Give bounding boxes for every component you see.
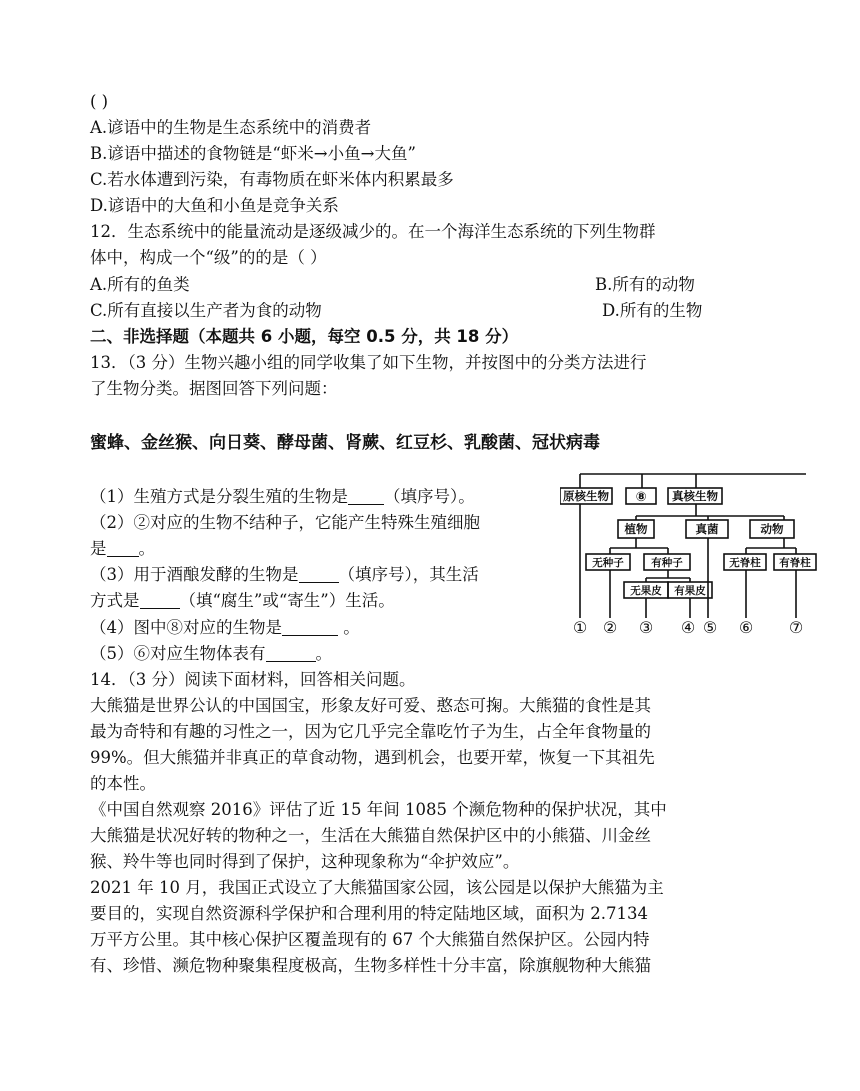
q11-paren: ( ) <box>90 92 109 111</box>
q11-option-a: A.谚语中的生物是生态系统中的消费者 <box>90 118 372 137</box>
diagram-invertebrate-box: 无脊柱 <box>729 557 761 569</box>
q13-part2-line1: （2）②对应的生物不结种子，它能产生特殊生殖细胞 <box>90 513 480 532</box>
q13-part1-blank <box>348 486 384 505</box>
q11-option-b: B.谚语中描述的食物链是“虾米→小鱼→大鱼” <box>90 144 416 163</box>
diagram-label-7: ⑦ <box>788 618 804 637</box>
diagram-no-seed-box: 无种子 <box>592 557 624 569</box>
diagram-pericarp-box: 有果皮 <box>674 585 706 597</box>
q14-para1-line1: 大熊猫是世界公认的中国国宝，形象友好可爱、憨态可掬。大熊猫的食性是其 <box>90 696 651 715</box>
q12-option-d: D.所有的生物 <box>602 301 703 320</box>
q14-para3-line4: 有、珍惜、濒危物种聚集程度极高，生物多样性十分丰富，除旗舰物种大熊猫 <box>90 956 651 975</box>
section-2-heading: 二、非选择题（本题共 6 小题，每空 0.5 分，共 18 分） <box>90 327 519 346</box>
diagram-animal-box: 动物 <box>760 522 784 536</box>
q14-para2-line3: 猴、羚牛等也同时得到了保护，这种现象称为“伞护效应”。 <box>90 852 520 871</box>
diagram-no-pericarp-box: 无果皮 <box>630 585 662 597</box>
diagram-fungus-box: 真菌 <box>695 522 719 536</box>
q13-part4-blank <box>282 617 338 636</box>
q12-option-a: A.所有的鱼类 <box>90 275 190 294</box>
q13-part3-line2: 方式是 （填“腐生”或“寄生”）生活。 <box>90 591 395 610</box>
diagram-label-5: ⑤ <box>702 618 718 637</box>
q11-option-d: D.谚语中的大鱼和小鱼是竞争关系 <box>90 196 339 215</box>
q14-para3-line3: 万平方公里。其中核心保护区覆盖现有的 67 个大熊猫自然保护区。公园内特 <box>90 930 650 949</box>
q13-part4: （4）图中⑧对应的生物是 。 <box>90 618 360 637</box>
diagram-label-3: ③ <box>638 618 654 637</box>
q12-option-c: C.所有直接以生产者为食的动物 <box>90 301 322 320</box>
q12-option-b: B.所有的动物 <box>595 275 695 294</box>
diagram-seed-box: 有种子 <box>651 557 683 569</box>
q14-para1-line3: 99%。但大熊猫并非真正的草食动物，遇到机会，也要开荤，恢复一下其祖先 <box>90 748 655 767</box>
q13-part1: （1）生殖方式是分裂生殖的生物是 （填序号）。 <box>90 487 475 506</box>
q12-stem-line1: 12．生态系统中的能量流动是逐级减少的。在一个海洋生态系统的下列生物群 <box>90 222 656 241</box>
q14-para3-line2: 要目的，实现自然资源科学保护和合理利用的特定陆地区域，面积为 2.7134 <box>90 904 648 923</box>
q13-stem-line1: 13．（3 分）生物兴趣小组的同学收集了如下生物，并按图中的分类方法进行 <box>90 353 647 372</box>
diagram-plant-box: 植物 <box>624 522 648 536</box>
q14-para1-line2: 最为奇特和有趣的习性之一，因为它几乎完全靠吃竹子为生，占全年食物量的 <box>90 722 651 741</box>
diagram-eukaryote-box: 真核生物 <box>672 489 718 503</box>
q14-para2-line2: 大熊猫是状况好转的物种之一，生活在大熊猫自然保护区中的小熊猫、川金丝 <box>90 826 651 845</box>
classification-diagram <box>560 460 822 640</box>
q12-options-row2 <box>90 298 790 324</box>
diagram-label-4: ④ <box>680 618 696 637</box>
q14-para2-line1: 《中国自然观察 2016》评估了近 15 年间 1085 个濒危物种的保护状况，其中 <box>90 800 667 819</box>
q13-part3-blank-2 <box>140 590 180 609</box>
q13-part2-blank <box>107 538 139 557</box>
q14-para1-line4: 的本性。 <box>90 774 156 793</box>
q14-stem: 14．（3 分）阅读下面材料，回答相关问题。 <box>90 670 416 689</box>
q13-organism-list: 蜜蜂、金丝猴、向日葵、酵母菌、肾蕨、红豆杉、乳酸菌、冠状病毒 <box>90 433 600 453</box>
q13-part3-line1: （3）用于酒酿发酵的生物是 （填序号），其生活 <box>90 565 479 584</box>
diagram-label-6: ⑥ <box>738 618 754 637</box>
diagram-eight-box: ⑧ <box>635 490 647 505</box>
diagram-label-2: ② <box>602 618 618 637</box>
q11-option-c: C.若水体遭到污染，有毒物质在虾米体内积累最多 <box>90 170 454 189</box>
q13-part5-blank <box>266 643 316 662</box>
q13-stem-line2: 了生物分类。据图回答下列问题： <box>90 379 338 398</box>
diagram-prokaryote-box: 原核生物 <box>563 489 609 503</box>
q13-part5: （5）⑥对应生物体表有 。 <box>90 644 332 663</box>
q13-part3-blank-1 <box>299 564 339 583</box>
q12-stem-line2: 体中，构成一个“级”的的是（ ） <box>90 248 327 267</box>
q13-part2-line2: 是 。 <box>90 539 155 558</box>
diagram-vertebrate-box: 有脊柱 <box>779 557 811 569</box>
q14-para3-line1: 2021 年 10 月，我国正式设立了大熊猫国家公园，该公园是以保护大熊猫为主 <box>90 878 664 897</box>
diagram-label-1: ① <box>572 618 588 637</box>
q12-options-row1 <box>90 272 790 298</box>
